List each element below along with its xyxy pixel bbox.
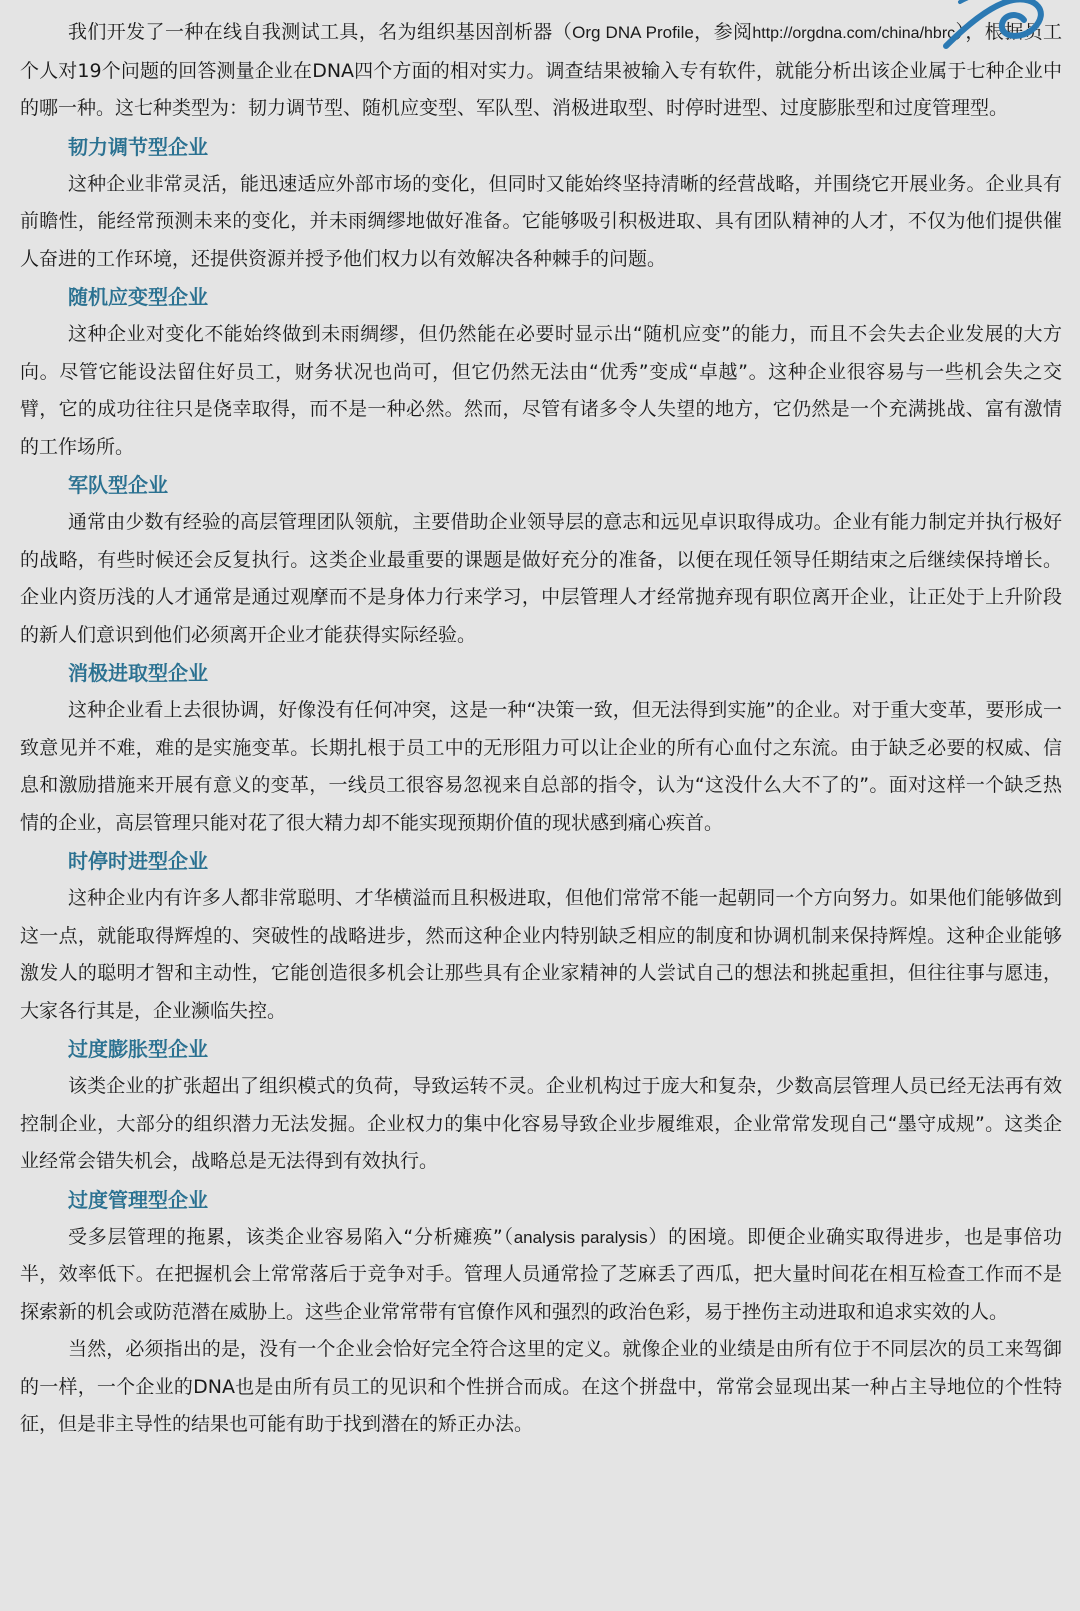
section-title-adaptive: 随机应变型企业 bbox=[68, 285, 208, 309]
section-title-fits-and-starts: 时停时进型企业 bbox=[68, 849, 208, 873]
section-text-outgrown: 该类企业的扩张超出了组织模式的负荷，导致运转不灵。企业机构过于庞大和复杂，少数高层管理人员已经无法再有效控制企业，大部分的组织潜力无法发掘。企业权力的集中化容易导致企业步履维艰，企业常常发现自己“墨守成规”。这类企业经常会错失机会，战略总是无法得到有效执行。 bbox=[20, 1075, 1062, 1172]
section-text-fits-and-starts: 这种企业内有许多人都非常聪明、才华横溢而且积极进取，但他们常常不能一起朝同一个方向努力。如果他们能够做到这一点，就能取得辉煌的、突破性的战略进步，然而这种企业内特别缺乏相应的制度和协调机制来保持辉煌。这种企业能够激发人的聪明才智和主动性，它能创造很多机会让那些具有企业家精神的人尝试自己的想法和挑起重担，但往往事与愿违，大家各行其是，企业濒临失控。 bbox=[20, 887, 1062, 1022]
swirl-decoration-icon bbox=[938, 0, 1058, 54]
intro-text-2: ，参阅 bbox=[693, 21, 753, 43]
overmanaged-text-en: analysis paralysis bbox=[513, 1227, 648, 1247]
reference-url: http://orgdna.com/china/hbrc bbox=[752, 25, 956, 42]
section-title-outgrown: 过度膨胀型企业 bbox=[68, 1037, 208, 1061]
tool-name-en: Org DNA Profile bbox=[572, 23, 694, 42]
section-text-adaptive: 这种企业对变化不能始终做到未雨绸缪，但仍然能在必要时显示出“随机应变”的能力，而且不会失去企业发展的大方向。尽管它能设法留住好员工，财务状况也尚可，但它仍然无法由“优秀”变成“卓越”。这种企业很容易与一些机会失之交臂，它的成功往往只是侥幸取得，而不是一种必然。然而，尽管有诸多令人失望的地方，它仍然是一个充满挑战、富有激情的工作场所。 bbox=[20, 323, 1062, 458]
section-title-overmanaged: 过度管理型企业 bbox=[68, 1187, 208, 1212]
intro-paragraph bbox=[20, 14, 1062, 128]
section-title-passive-aggressive: 消极进取型企业 bbox=[68, 661, 208, 685]
overmanaged-text-b: ）的困境。即便企业确实取得进步，也是事倍功半，效率低下。在把握机会上常常落后于竞争对手。管理人员通常捡了芝麻丢了西瓜，把大量时间花在相互检查工作而不是探索新的机会或防范潜在威胁上。这些企业常常带有官僚作风和强烈的政治色彩，易于挫伤主动进取和追求实效的人。 bbox=[20, 1225, 1062, 1323]
closing-paragraph: 当然，必须指出的是，没有一个企业会恰好完全符合这里的定义。就像企业的业绩是由所有位于不同层次的员工来驾御的一样，一个企业的DNA也是由所有员工的见识和个性拼合而成。在这个拼盘中，常常会显现出某一种占主导地位的个性特征，但是非主导性的结果也可能有助于找到潜在的矫正办法。 bbox=[20, 1338, 1062, 1435]
intro-text-1: 我们开发了一种在线自我测试工具，名为组织基因剖析器（ bbox=[68, 21, 573, 43]
section-text-resilient: 这种企业非常灵活，能迅速适应外部市场的变化，但同时又能始终坚持清晰的经营战略，并围绕它开展业务。企业具有前瞻性，能经常预测未来的变化，并未雨绸缪地做好准备。它能够吸引积极进取、具有团队精神的人才，不仅为他们提供催人奋进的工作环境，还提供资源并授予他们权力以有效解决各种棘手的问题。 bbox=[20, 172, 1062, 270]
section-title-resilient: 韧力调节型企业 bbox=[68, 134, 208, 159]
section-text-military: 通常由少数有经验的高层管理团队领航，主要借助企业领导层的意志和远见卓识取得成功。企业有能力制定并执行极好的战略，有些时候还会反复执行。这类企业最重要的课题是做好充分的准备，以便在现任领导任期结束之后继续保持增长。企业内资历浅的人才通常是通过观摩而不是身体力行来学习，中层管理人才经常抛弃现有职位离开企业，让正处于上升阶段的新人们意识到他们必须离开企业才能获得实际经验。 bbox=[20, 511, 1062, 646]
section-text-overmanaged bbox=[20, 1219, 1062, 1332]
section-title-military: 军队型企业 bbox=[68, 473, 168, 497]
section-text-passive-aggressive: 这种企业看上去很协调，好像没有任何冲突，这是一种“决策一致，但无法得到实施”的企业。对于重大变革，要形成一致意见并不难，难的是实施变革。长期扎根于员工中的无形阻力可以让企业的所有心血付之东流。由于缺乏必要的权威、信息和激励措施来开展有意义的变革，一线员工很容易忽视来自总部的指令，认为“这没什么大不了的”。面对这样一个缺乏热情的企业，高层管理只能对花了很大精力却不能实现预期价值的现状感到痛心疾首。 bbox=[20, 699, 1062, 834]
overmanaged-text-a: 受多层管理的拖累，该类企业容易陷入“分析瘫痪”（ bbox=[68, 1225, 514, 1248]
intro-text-3: ），根据员工个人对19个问题的回答测量企业在DNA四个方面的相对实力。调查结果被输入专有软件，就能分析出该企业属于七种企业中的哪一种。这七种类型为：韧力调节型、随机应变型、军队型、消极进取型、时停时进型、过度膨胀型和过度管理型。 bbox=[20, 21, 1062, 119]
